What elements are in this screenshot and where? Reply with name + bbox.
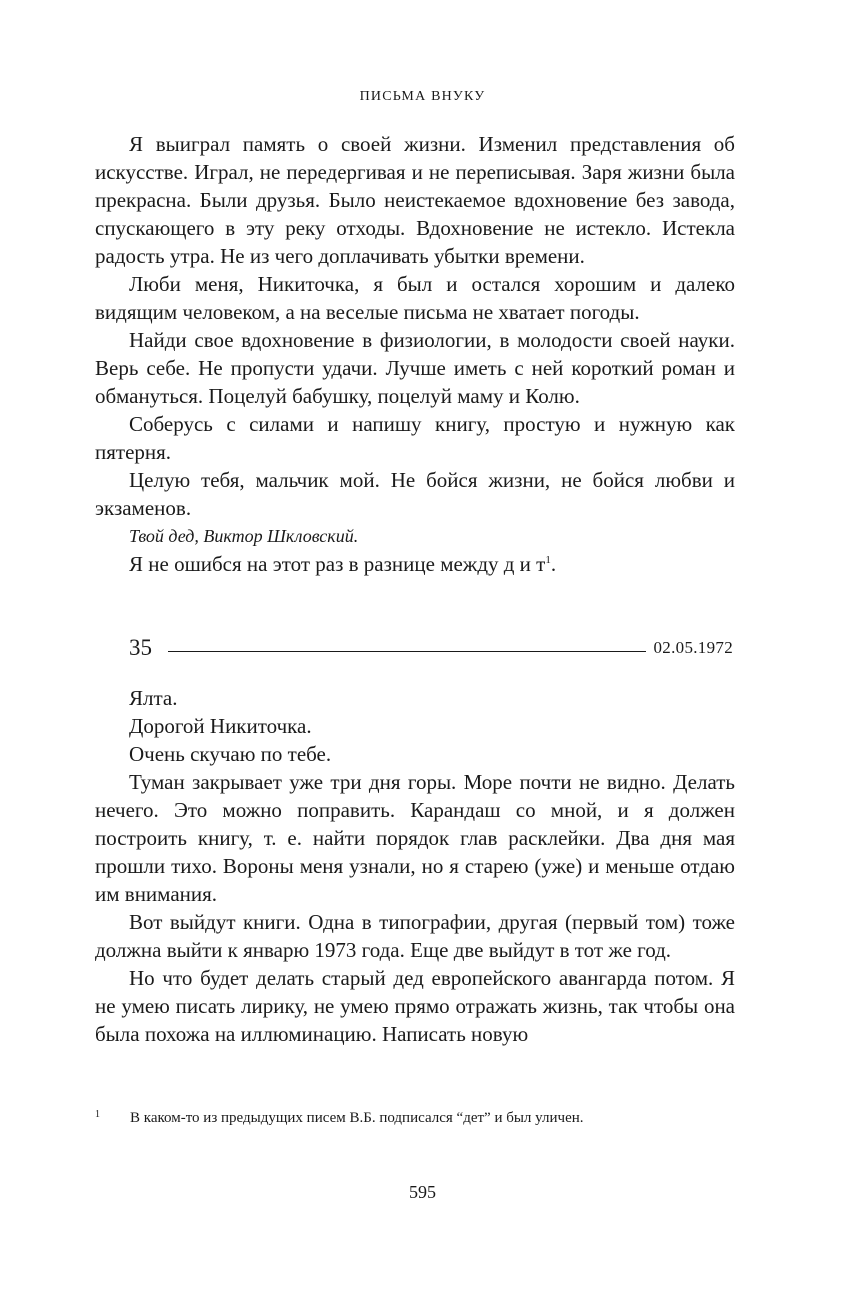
paragraph: Вот выйдут книги. Одна в типографии, другая (первый том) тоже должна выйти к январю 1973 года. Еще две выйдут в тот же год. xyxy=(95,910,735,962)
paragraph: Целую тебя, мальчик мой. Не бойся жизни, не бойся любви и экзаменов. xyxy=(95,468,735,520)
footnote-text: В каком-то из предыдущих писем В.Б. подписался “дет” и был уличен. xyxy=(130,1110,584,1126)
postscript-text: Я не ошибся на этот раз в разнице между д и т xyxy=(129,552,546,576)
heading-rule xyxy=(168,651,646,652)
paragraph: Очень скучаю по тебе. xyxy=(129,742,332,766)
paragraph: Соберусь с силами и напишу книгу, простую и нужную как пятерня. xyxy=(95,412,735,464)
paragraph: Я выиграл память о своей жизни. Изменил представления об искусстве. Играл, не передергивая и не переписывая. Заря жизни была прекрасна. Были друзья. Было неистекаемое вдохновение без завода, спускающего в эту реку отходы. Вдохновение не истекло. Истекла радость утра. Не из чего доплачивать убытки времени. xyxy=(95,132,735,268)
signature: Твой дед, Виктор Шкловский. xyxy=(129,526,359,546)
letter-34-body xyxy=(95,130,735,578)
paragraph: Но что будет делать старый дед европейского авангарда потом. Я не умею писать лирику, не умею прямо отражать жизнь, так чтобы она была похожа на иллюминацию. Написать новую xyxy=(95,966,735,1046)
letter-heading xyxy=(129,634,733,662)
postscript-end: . xyxy=(550,552,557,576)
page-number: 595 xyxy=(409,1182,436,1202)
paragraph: Ялта. xyxy=(129,686,178,710)
footnote-number: 1 xyxy=(95,1109,100,1120)
footnote-reference[interactable]: 1 xyxy=(545,554,551,566)
paragraph: Туман закрывает уже три дня горы. Море почти не видно. Делать нечего. Это можно поправить. Карандаш со мной, и я должен построить книгу, т. е. найти порядок глав расклейки. Два дня мая прошли тихо. Вороны меня узнали, но я старею (уже) и меньше отдаю им внимания. xyxy=(95,770,735,906)
letter-35-body xyxy=(95,684,735,1048)
postscript xyxy=(95,550,735,578)
running-head: ПИСЬМА ВНУКУ xyxy=(359,89,486,104)
paragraph: Дорогой Никиточка. xyxy=(129,714,312,738)
letter-date: 02.05.1972 xyxy=(653,638,733,657)
paragraph: Люби меня, Никиточка, я был и остался хорошим и далеко видящим человеком, а на веселые письма не хватает погоды. xyxy=(95,272,735,324)
letter-number: 35 xyxy=(129,635,152,660)
paragraph: Найди свое вдохновение в физиологии, в молодости своей науки. Верь себе. Не пропусти удачи. Лучше иметь с ней короткий роман и обмануться. Поцелуй бабушку, поцелуй маму и Колю. xyxy=(95,328,735,408)
